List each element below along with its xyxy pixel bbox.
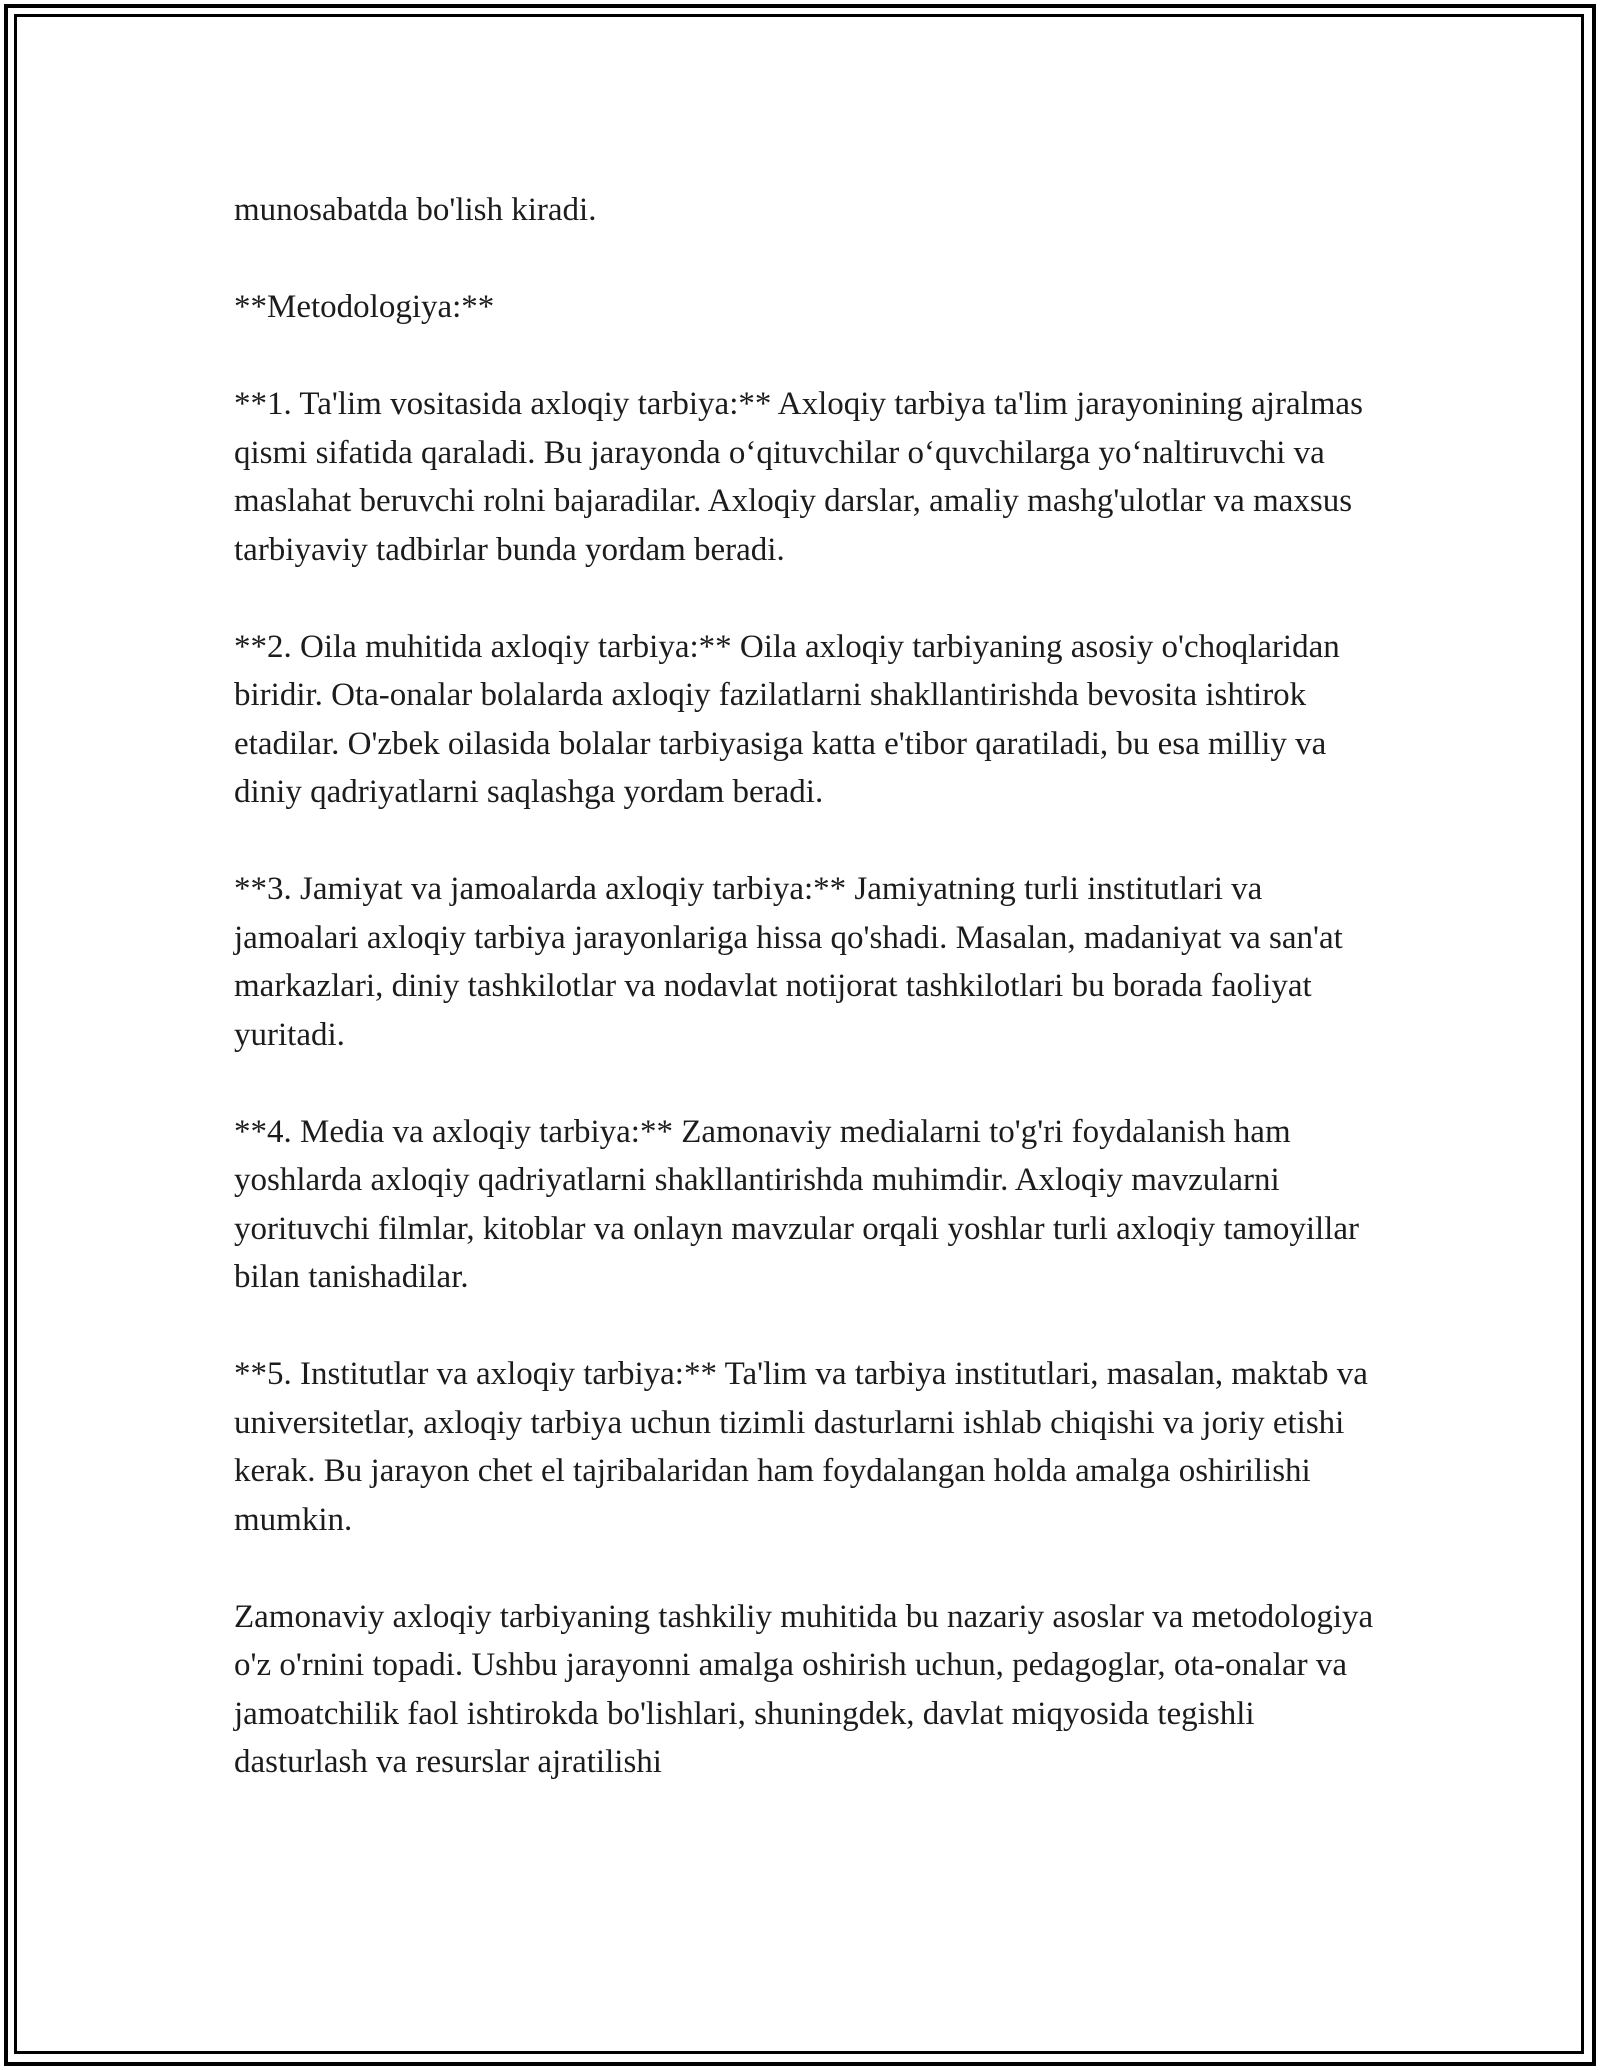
- paragraph-institutlar: **5. Institutlar va axloqiy tarbiya:** Ta'lim va tarbiya institutlari, masalan, maktab va universitetlar, axloqiy tarbiya uchun tizimli dasturlarni ishlab chiqishi va joriy etishi kerak. Bu jarayon chet el tajribalaridan ham foydalangan holda amalga oshirilishi mumkin.: [234, 1356, 1368, 1538]
- paragraph-talim-vositasida: **1. Ta'lim vositasida axloqiy tarbiya:** Axloqiy tarbiya ta'lim jarayonining ajralmas qismi sifatida qaraladi. Bu jarayonda o‘qituvchilar o‘quvchilarga yo‘naltiruvchi va maslahat beruvchi rolni bajaradilar. Axloqiy darslar, amaliy mashg'ulotlar va maxsus tarbiyaviy tadbirlar bunda yordam beradi.: [234, 386, 1363, 568]
- paragraph-media: **4. Media va axloqiy tarbiya:** Zamonaviy medialarni to'g'ri foydalanish ham yoshlarda axloqiy qadriyatlarni shakllantirishda muhimdir. Axloqiy mavzularni yorituvchi filmlar, kitoblar va onlayn mavzular orqali yoshlar turli axloqiy tamoyillar bilan tanishadilar.: [234, 1113, 1359, 1295]
- document-body: [234, 186, 1374, 1835]
- paragraph-oila-muhitida: **2. Oila muhitida axloqiy tarbiya:** Oila axloqiy tarbiyaning asosiy o'choqlaridan biridir. Ota-onalar bolalarda axloqiy fazilatlarni shakllantirishda bevosita ishtirok etadilar. O'zbek oilasida bolalar tarbiyasiga katta e'tibor qaratiladi, bu esa milliy va diniy qadriyatlarni saqlashga yordam beradi.: [234, 628, 1340, 810]
- paragraph-jamiyat-va-jamoalarda: **3. Jamiyat va jamoalarda axloqiy tarbiya:** Jamiyatning turli institutlari va jamoalari axloqiy tarbiya jarayonlariga hissa qo'shadi. Masalan, madaniyat va san'at markazlari, diniy tashkilotlar va nodavlat notijorat tashkilotlari bu borada faoliyat yuritadi.: [234, 871, 1343, 1053]
- paragraph-continuation: munosabatda bo'lish kiradi.: [234, 192, 597, 228]
- paragraph-conclusion: Zamonaviy axloqiy tarbiyaning tashkiliy muhitida bu nazariy asoslar va metodologiya o'z o'rnini topadi. Ushbu jarayonni amalga oshirish uchun, pedagoglar, ota-onalar va jamoatchilik faol ishtirokda bo'lishlari, shuningdek, davlat miqyosida tegishli dasturlash va resurslar ajratilishi: [234, 1598, 1374, 1780]
- section-heading-metodologiya: **Metodologiya:**: [234, 289, 495, 325]
